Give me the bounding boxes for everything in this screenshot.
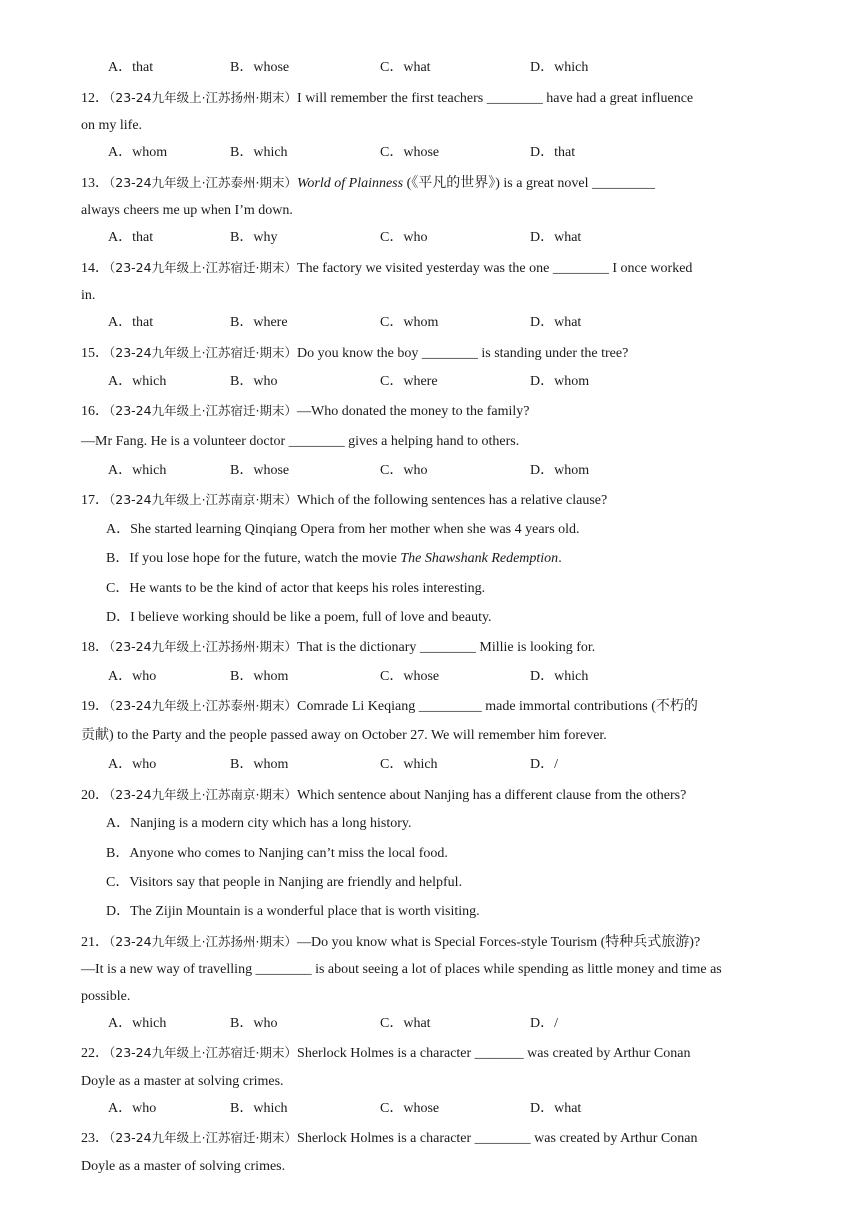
q18-stem	[81, 637, 780, 658]
option-c[interactable]: C．where	[380, 374, 438, 389]
option-a[interactable]: A．that	[108, 60, 154, 75]
question-number: 14．	[81, 261, 109, 276]
q18-options	[108, 667, 728, 687]
novel-title: World of Plainness	[297, 176, 404, 191]
option-b[interactable]: B．who	[230, 374, 278, 389]
option-c[interactable]: C．who	[380, 463, 428, 478]
question-text: —Do you know what is Special Forces-style Tourism (特种兵式旅游)?	[297, 935, 701, 950]
option-d[interactable]: D．whom	[530, 374, 590, 389]
option-c[interactable]: C．whom	[380, 315, 439, 330]
question-text: Do you know the boy ________ is standing under the tree?	[297, 346, 629, 361]
question-text: Comrade Li Keqiang _________ made immortal contributions (不朽的	[297, 699, 698, 714]
question-source: （23-24九年级上·江苏南京·期末）	[109, 492, 298, 507]
question-source: （23-24九年级上·江苏泰州·期末）	[109, 175, 298, 190]
option-a[interactable]: A．that	[108, 315, 154, 330]
q13-stem	[81, 173, 780, 194]
option-c[interactable]: C．whose	[380, 145, 440, 160]
option-b[interactable]: B．whom	[230, 757, 289, 772]
q16-stem	[81, 401, 780, 422]
option-b[interactable]: B．Anyone who comes to Nanjing can’t miss the local food.	[106, 846, 448, 861]
q21-stem	[81, 932, 780, 953]
option-b[interactable]: B．why	[230, 230, 278, 245]
question-text: The factory we visited yesterday was the one ________ I once worked	[297, 261, 693, 276]
option-b[interactable]: B．where	[230, 315, 288, 330]
question-text: —Who donated the money to the family?	[297, 404, 530, 419]
question-source: （23-24九年级上·江苏宿迁·期末）	[109, 1130, 298, 1145]
q22-options	[108, 1099, 728, 1119]
movie-title: The Shawshank Redemption	[400, 551, 559, 566]
q14-stem	[81, 258, 780, 279]
option-c[interactable]: C．who	[380, 230, 428, 245]
question-source: （23-24九年级上·江苏扬州·期末）	[109, 90, 298, 105]
option-a[interactable]: A．who	[108, 757, 157, 772]
q17-stem	[81, 490, 780, 511]
option-a[interactable]: A．that	[108, 230, 154, 245]
q14-stem-cont: in.	[81, 288, 96, 303]
question-number: 18．	[81, 640, 109, 655]
question-source: （23-24九年级上·江苏扬州·期末）	[109, 934, 298, 949]
question-number: 17．	[81, 493, 109, 508]
q20-stem	[81, 785, 780, 806]
option-d[interactable]: D．/	[530, 1016, 558, 1031]
option-a[interactable]: A．which	[108, 1016, 167, 1031]
option-c[interactable]: C．what	[380, 1016, 431, 1031]
question-number: 16．	[81, 404, 109, 419]
option-d[interactable]: D．whom	[530, 463, 590, 478]
q13-stem-cont: always cheers me up when I’m down.	[81, 203, 293, 218]
question-number: 13．	[81, 176, 109, 191]
q15-options	[108, 372, 728, 392]
option-d[interactable]: D．which	[530, 669, 589, 684]
q19-stem-cont: 贡献) to the Party and the people passed away on October 27. We will remember him forever.	[81, 728, 607, 743]
q22-stem-cont: Doyle as a master at solving crimes.	[81, 1074, 284, 1089]
question-number: 20．	[81, 788, 109, 803]
option-a[interactable]: A．Nanjing is a modern city which has a long history.	[106, 816, 412, 831]
q16-stem-cont: —Mr Fang. He is a volunteer doctor ________ gives a helping hand to others.	[81, 434, 520, 449]
question-number: 22．	[81, 1046, 109, 1061]
question-text: (《平凡的世界》) is a great novel _________	[403, 176, 656, 191]
option-c[interactable]: C．Visitors say that people in Nanjing are friendly and helpful.	[106, 875, 463, 890]
q13-options	[108, 228, 728, 248]
question-text: Sherlock Holmes is a character _______ was created by Arthur Conan	[297, 1046, 691, 1061]
q21-stem-cont2: possible.	[81, 989, 131, 1004]
question-number: 21．	[81, 935, 109, 950]
q21-stem-cont: —It is a new way of travelling ________ is about seeing a lot of places while spending as little money and time as	[81, 962, 722, 977]
option-d[interactable]: D．which	[530, 60, 589, 75]
option-c[interactable]: C．whose	[380, 1101, 440, 1116]
option-c[interactable]: C．what	[380, 60, 431, 75]
q21-options	[108, 1014, 728, 1034]
option-d[interactable]: D．what	[530, 1101, 582, 1116]
q23-stem	[81, 1128, 780, 1149]
q12-stem-cont: on my life.	[81, 118, 143, 133]
option-b[interactable]: B．which	[230, 1101, 288, 1116]
question-source: （23-24九年级上·江苏宿迁·期末）	[109, 403, 298, 418]
question-text: Sherlock Holmes is a character ________ was created by Arthur Conan	[297, 1131, 698, 1146]
question-text: That is the dictionary ________ Millie is looking for.	[297, 640, 596, 655]
option-d[interactable]: D．what	[530, 230, 582, 245]
q23-stem-cont: Doyle as a master of solving crimes.	[81, 1159, 286, 1174]
option-b[interactable]: B．who	[230, 1016, 278, 1031]
option-b[interactable]: B．which	[230, 145, 288, 160]
question-text: Which of the following sentences has a relative clause?	[297, 493, 608, 508]
q19-options	[108, 755, 728, 775]
question-number: 15．	[81, 346, 109, 361]
q22-stem	[81, 1043, 780, 1064]
option-a[interactable]: A．whom	[108, 145, 168, 160]
option-a[interactable]: A．which	[108, 374, 167, 389]
option-b-end: .	[558, 551, 562, 566]
option-b-text: B．If you lose hope for the future, watch the movie	[106, 551, 401, 566]
question-source: （23-24九年级上·江苏南京·期末）	[109, 787, 298, 802]
q11-options	[108, 58, 728, 78]
option-c[interactable]: C．whose	[380, 669, 440, 684]
q12-stem	[81, 88, 780, 109]
option-d[interactable]: D．what	[530, 315, 582, 330]
option-c[interactable]: C．He wants to be the kind of actor that keeps his roles interesting.	[106, 581, 486, 596]
question-number: 12．	[81, 91, 109, 106]
question-source: （23-24九年级上·江苏宿迁·期末）	[109, 345, 298, 360]
question-source: （23-24九年级上·江苏宿迁·期末）	[109, 260, 298, 275]
question-text: I will remember the first teachers ________ have had a great influence	[297, 91, 694, 106]
option-b[interactable]: B．whose	[230, 463, 290, 478]
option-d[interactable]: D．I believe working should be like a poem, full of love and beauty.	[106, 610, 492, 625]
question-source: （23-24九年级上·江苏扬州·期末）	[109, 639, 298, 654]
q19-stem	[81, 696, 780, 717]
option-b[interactable]	[106, 549, 562, 569]
option-a[interactable]: A．which	[108, 463, 167, 478]
q16-options	[108, 461, 728, 481]
option-c[interactable]: C．which	[380, 757, 438, 772]
option-a[interactable]: A．who	[108, 669, 157, 684]
option-d[interactable]: D．that	[530, 145, 576, 160]
question-number: 19．	[81, 699, 109, 714]
q12-options	[108, 143, 728, 163]
question-source: （23-24九年级上·江苏宿迁·期末）	[109, 1045, 298, 1060]
option-b[interactable]: B．whom	[230, 669, 289, 684]
option-d[interactable]: D．The Zijin Mountain is a wonderful place that is worth visiting.	[106, 904, 480, 919]
option-a[interactable]: A．She started learning Qinqiang Opera from her mother when she was 4 years old.	[106, 522, 580, 537]
q15-stem	[81, 343, 780, 364]
option-b[interactable]: B．whose	[230, 60, 290, 75]
option-d[interactable]: D．/	[530, 757, 558, 772]
question-number: 23．	[81, 1131, 109, 1146]
q14-options	[108, 313, 728, 333]
option-a[interactable]: A．who	[108, 1101, 157, 1116]
question-text: Which sentence about Nanjing has a different clause from the others?	[297, 788, 687, 803]
question-source: （23-24九年级上·江苏泰州·期末）	[109, 698, 298, 713]
